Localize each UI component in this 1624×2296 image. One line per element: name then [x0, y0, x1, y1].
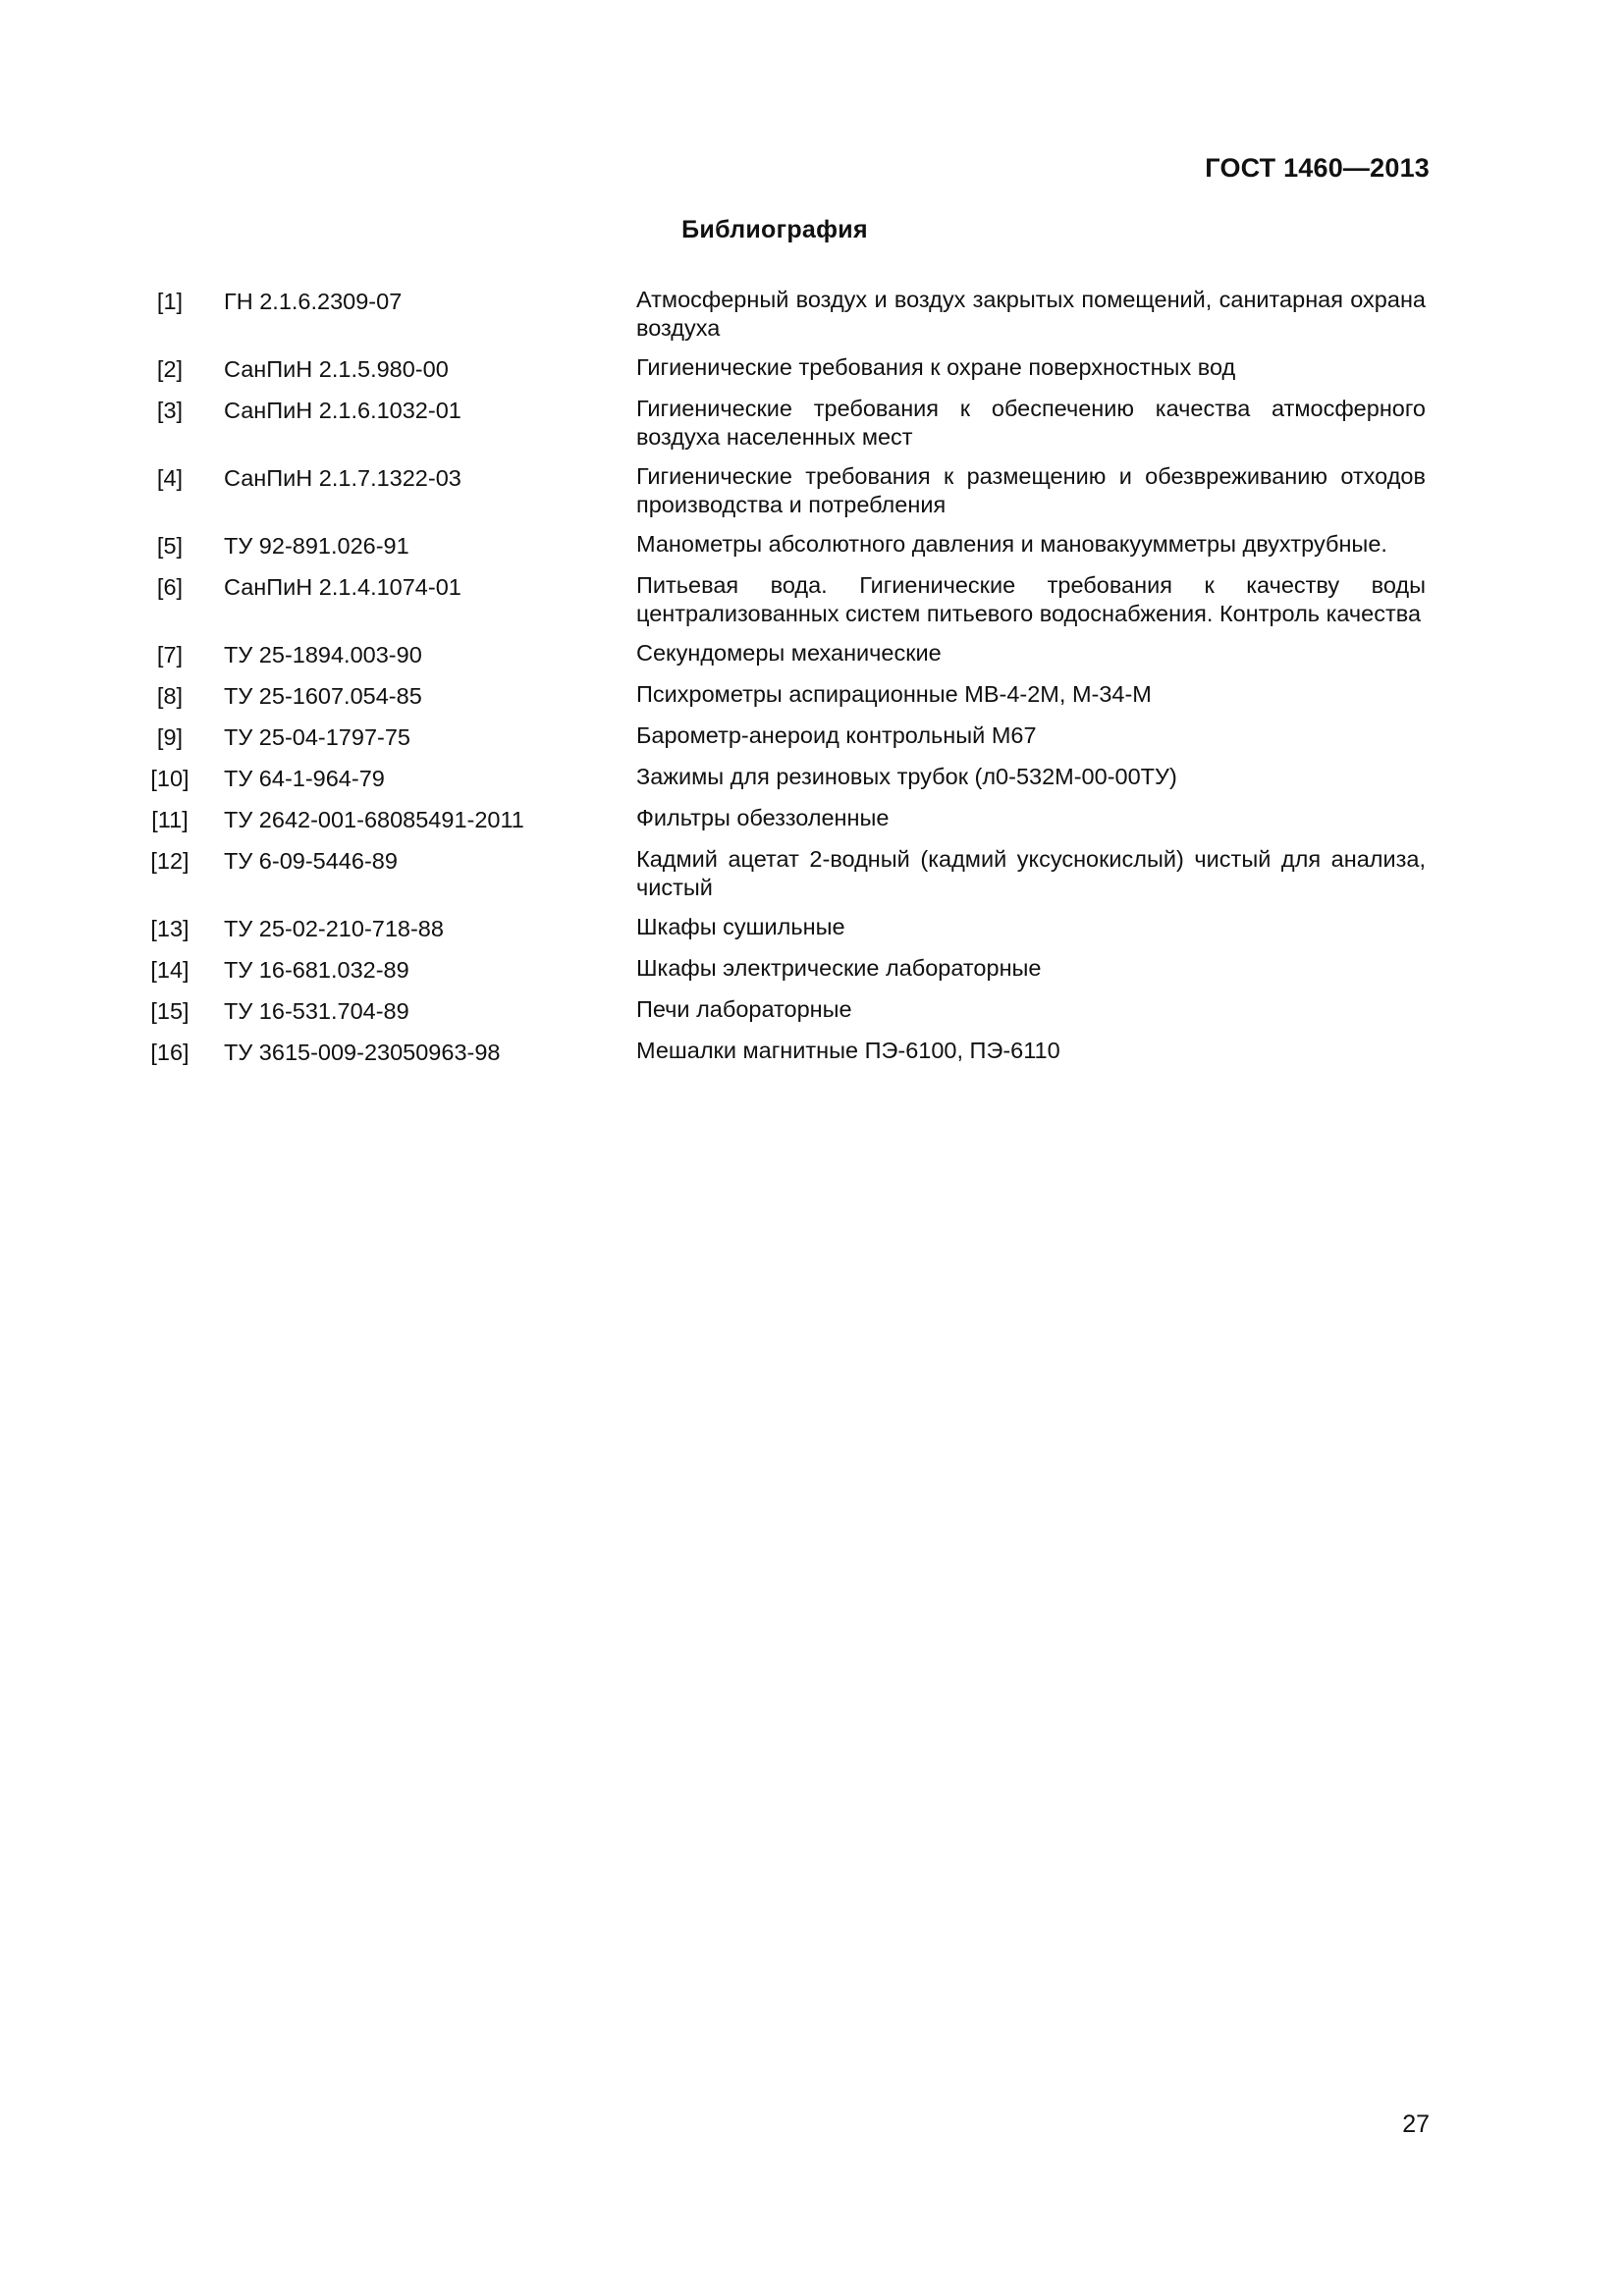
- entry-code: ТУ 16-531.704-89: [224, 998, 409, 1024]
- bibliography-entry: [137, 395, 1426, 452]
- bibliography-list: [137, 286, 1426, 1078]
- entry-number: [7]: [156, 642, 184, 667]
- entry-description: Психрометры аспирационные МВ-4-2М, М-34-М: [636, 681, 1152, 707]
- bibliography-entry: [137, 763, 1426, 793]
- entry-code: СанПиН 2.1.4.1074-01: [224, 574, 461, 600]
- entry-description: Фильтры обеззоленные: [636, 805, 890, 830]
- entry-description: Манометры абсолютного давления и мановакуумметры двухтрубные.: [636, 531, 1387, 557]
- entry-number: [9]: [156, 724, 184, 750]
- bibliography-entry: [137, 1037, 1426, 1067]
- entry-code: СанПиН 2.1.6.1032-01: [224, 398, 461, 423]
- entry-description: Гигиенические требования к размещению и обезвреживанию отходов производства и потребления: [636, 463, 1426, 517]
- entry-code: ТУ 64-1-964-79: [224, 766, 385, 791]
- entry-description: Атмосферный воздух и воздух закрытых помещений, санитарная охрана воздуха: [636, 287, 1426, 341]
- entry-description: Кадмий ацетат 2-водный (кадмий уксуснокислый) чистый для анализа, чистый: [636, 846, 1426, 900]
- entry-number: [6]: [156, 574, 184, 600]
- entry-number: [12]: [150, 848, 189, 874]
- entry-code: ТУ 3615-009-23050963-98: [224, 1040, 501, 1065]
- section-title: Библиография: [681, 216, 868, 243]
- page-number: 27: [1402, 2110, 1430, 2138]
- document-standard-id: ГОСТ 1460—2013: [1205, 153, 1430, 183]
- bibliography-entry: [137, 845, 1426, 902]
- entry-number: [14]: [150, 957, 189, 983]
- entry-description: Секундомеры механические: [636, 640, 942, 666]
- entry-description: Гигиенические требования к охране поверхностных вод: [636, 354, 1236, 380]
- entry-description: Гигиенические требования к обеспечению качества атмосферного воздуха населенных мест: [636, 396, 1426, 450]
- entry-number: [16]: [150, 1040, 189, 1065]
- bibliography-entry: [137, 680, 1426, 711]
- entry-description: Питьевая вода. Гигиенические требования к качеству воды централизованных систем питьевого водоснабжения. Контроль качества: [636, 572, 1426, 626]
- bibliography-entry: [137, 353, 1426, 384]
- bibliography-entry: [137, 571, 1426, 628]
- entry-code: ТУ 25-02-210-718-88: [224, 916, 444, 941]
- bibliography-entry: [137, 995, 1426, 1026]
- bibliography-entry: [137, 721, 1426, 752]
- entry-number: [2]: [156, 356, 184, 382]
- bibliography-entry: [137, 639, 1426, 669]
- entry-number: [5]: [156, 533, 184, 559]
- bibliography-entry: [137, 913, 1426, 943]
- bibliography-entry: [137, 462, 1426, 519]
- entry-code: ГН 2.1.6.2309-07: [224, 289, 403, 314]
- entry-code: ТУ 6-09-5446-89: [224, 848, 398, 874]
- entry-code: ТУ 2642-001-68085491-2011: [224, 807, 524, 832]
- entry-description: Мешалки магнитные ПЭ-6100, ПЭ-6110: [636, 1038, 1060, 1063]
- entry-code: ТУ 25-1607.054-85: [224, 683, 422, 709]
- entry-description: Барометр-анероид контрольный М67: [636, 722, 1037, 748]
- entry-number: [10]: [150, 766, 189, 791]
- entry-code: СанПиН 2.1.5.980-00: [224, 356, 449, 382]
- entry-number: [15]: [150, 998, 189, 1024]
- bibliography-entry: [137, 804, 1426, 834]
- entry-description: Зажимы для резиновых трубок (л0-532М-00-00ТУ): [636, 764, 1177, 789]
- entry-code: ТУ 92-891.026-91: [224, 533, 409, 559]
- bibliography-entry: [137, 530, 1426, 561]
- entry-description: Печи лабораторные: [636, 996, 852, 1022]
- entry-code: СанПиН 2.1.7.1322-03: [224, 465, 461, 491]
- entry-description: Шкафы сушильные: [636, 914, 845, 939]
- entry-code: ТУ 25-1894.003-90: [224, 642, 422, 667]
- entry-description: Шкафы электрические лабораторные: [636, 955, 1042, 981]
- entry-code: ТУ 25-04-1797-75: [224, 724, 410, 750]
- entry-number: [1]: [156, 289, 184, 314]
- entry-number: [13]: [150, 916, 189, 941]
- bibliography-entry: [137, 954, 1426, 985]
- entry-number: [4]: [156, 465, 184, 491]
- entry-number: [3]: [156, 398, 184, 423]
- entry-number: [11]: [151, 807, 189, 832]
- entry-code: ТУ 16-681.032-89: [224, 957, 409, 983]
- entry-number: [8]: [156, 683, 184, 709]
- bibliography-entry: [137, 286, 1426, 343]
